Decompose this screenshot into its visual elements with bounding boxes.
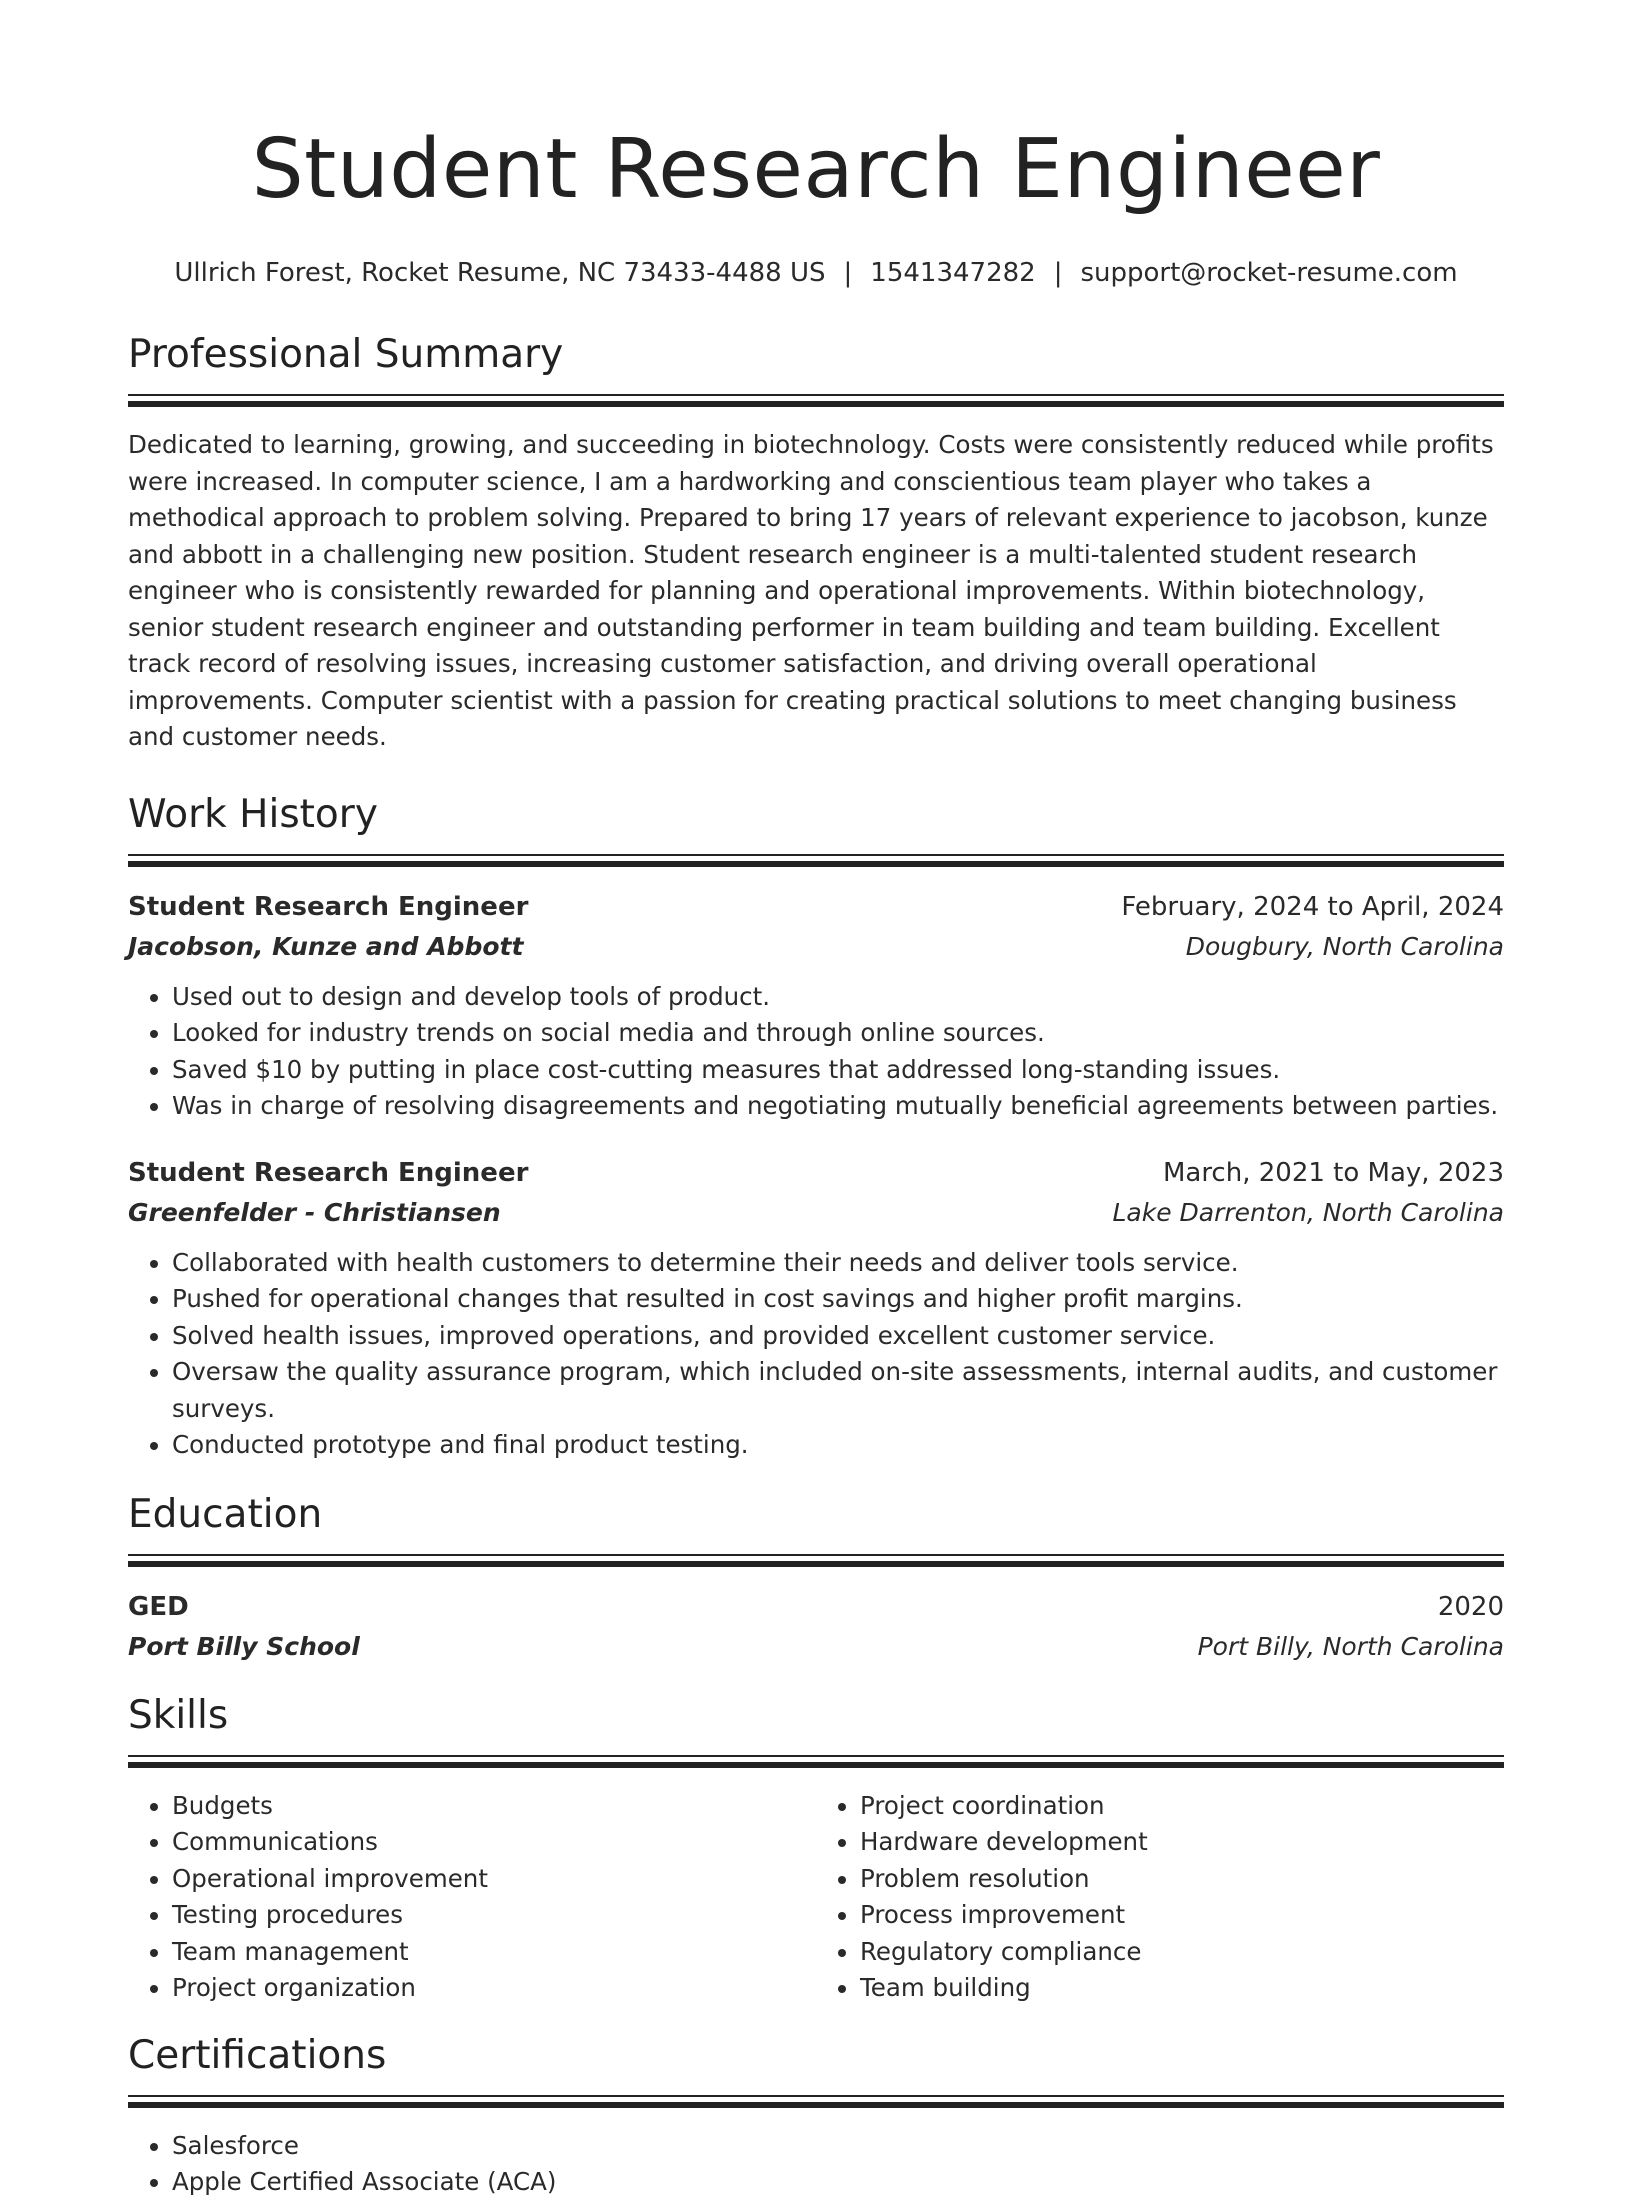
contact-separator: | xyxy=(843,258,853,288)
section-divider xyxy=(128,2095,1504,2108)
job-bullet: • Looked for industry trends on social media and through online sources. xyxy=(172,1015,1504,1052)
section-divider xyxy=(128,394,1504,407)
section-divider xyxy=(128,1755,1504,1768)
job-bullets xyxy=(128,979,1504,1125)
job-title: Student Research Engineer xyxy=(128,1157,529,1188)
job-bullet: • Oversaw the quality assurance program, which included on-site assessments, internal audits, and customer surveys. xyxy=(172,1354,1504,1427)
summary-text: Dedicated to learning, growing, and succeeding in biotechnology. Costs were consistently reduced while profits were increased. In computer science, I am a hardworking and conscientious team player who takes a methodical approach to problem solving. Prepared to bring 17 years of relevant experience to jacobson, kunze and abbott in a challenging new position. Student research engineer is a multi-talented student research engineer who is consistently rewarded for planning and operational improvements. Within biotechnology, senior student research engineer and outstanding performer in team building and team building. Excellent track record of resolving issues, increasing customer satisfaction, and driving overall operational improvements. Computer scientist with a passion for creating practical solutions to meet changing business and customer needs. xyxy=(128,430,1494,751)
section-title-education: Education xyxy=(128,1491,323,1537)
summary-section xyxy=(128,330,1504,756)
skill-item: • Project organization xyxy=(172,1970,816,2007)
certification-item: • Apple Certified Associate (ACA) xyxy=(172,2164,1504,2201)
job-bullet: • Was in charge of resolving disagreements and negotiating mutually beneficial agreements between parties. xyxy=(172,1088,1504,1125)
job-bullets xyxy=(128,1245,1504,1464)
job-bullet: • Collaborated with health customers to determine their needs and deliver tools service. xyxy=(172,1245,1504,1282)
job-company: Jacobson, Kunze and Abbott xyxy=(128,931,524,961)
job-bullet: • Solved health issues, improved operations, and provided excellent customer service. xyxy=(172,1318,1504,1355)
section-title-certifications: Certifications xyxy=(128,2032,387,2078)
certifications-section xyxy=(128,2031,1504,2201)
contact-separator: | xyxy=(1053,258,1063,288)
education-section xyxy=(128,1490,1504,1667)
education-degree: GED xyxy=(128,1591,189,1622)
section-title-work-history: Work History xyxy=(128,791,378,837)
section-title-skills: Skills xyxy=(128,1692,229,1738)
skill-item: • Problem resolution xyxy=(860,1861,1504,1898)
section-divider xyxy=(128,1554,1504,1567)
skill-item: • Operational improvement xyxy=(172,1861,816,1898)
job-entry xyxy=(128,1153,1504,1464)
skill-item: • Budgets xyxy=(172,1788,816,1825)
certification-item: • Salesforce xyxy=(172,2128,1504,2165)
skills-section xyxy=(128,1691,1504,2007)
skill-item: • Team management xyxy=(172,1934,816,1971)
job-bullet: • Saved $10 by putting in place cost-cutting measures that addressed long-standing issues. xyxy=(172,1052,1504,1089)
skill-item: • Team building xyxy=(860,1970,1504,2007)
job-location: Lake Darrenton, North Carolina xyxy=(1112,1197,1504,1227)
job-dates: March, 2021 to May, 2023 xyxy=(1162,1157,1504,1188)
skills-columns xyxy=(128,1788,1504,2007)
section-title-summary: Professional Summary xyxy=(128,332,564,377)
job-bullet: • Pushed for operational changes that resulted in cost savings and higher profit margins. xyxy=(172,1281,1504,1318)
contact-phone: 1541347282 xyxy=(870,258,1036,288)
contact-email: support@rocket-resume.com xyxy=(1080,258,1458,288)
skill-item: • Testing procedures xyxy=(172,1897,816,1934)
skills-list-right xyxy=(816,1788,1504,2007)
job-location: Dougbury, North Carolina xyxy=(1185,931,1504,961)
contact-address: Ullrich Forest, Rocket Resume, NC 73433-4488 US xyxy=(174,258,826,288)
contact-line xyxy=(128,256,1504,290)
section-divider xyxy=(128,854,1504,867)
job-title: Student Research Engineer xyxy=(128,891,529,922)
education-location: Port Billy, North Carolina xyxy=(1197,1631,1504,1661)
education-year: 2020 xyxy=(1437,1591,1504,1622)
skill-item: • Process improvement xyxy=(860,1897,1504,1934)
job-bullet: • Used out to design and develop tools of product. xyxy=(172,979,1504,1016)
job-bullet: • Conducted prototype and final product testing. xyxy=(172,1427,1504,1464)
skill-item: • Regulatory compliance xyxy=(860,1934,1504,1971)
work-history-section xyxy=(128,790,1504,1464)
job-entry xyxy=(128,887,1504,1125)
job-company: Greenfelder - Christiansen xyxy=(128,1197,501,1227)
skills-list-left xyxy=(128,1788,816,2007)
skill-item: • Communications xyxy=(172,1824,816,1861)
education-school: Port Billy School xyxy=(128,1631,360,1661)
certifications-list xyxy=(128,2128,1504,2201)
candidate-name: Student Research Engineer xyxy=(251,122,1381,217)
skill-item: • Project coordination xyxy=(860,1788,1504,1825)
skill-item: • Hardware development xyxy=(860,1824,1504,1861)
job-dates: February, 2024 to April, 2024 xyxy=(1121,891,1504,922)
